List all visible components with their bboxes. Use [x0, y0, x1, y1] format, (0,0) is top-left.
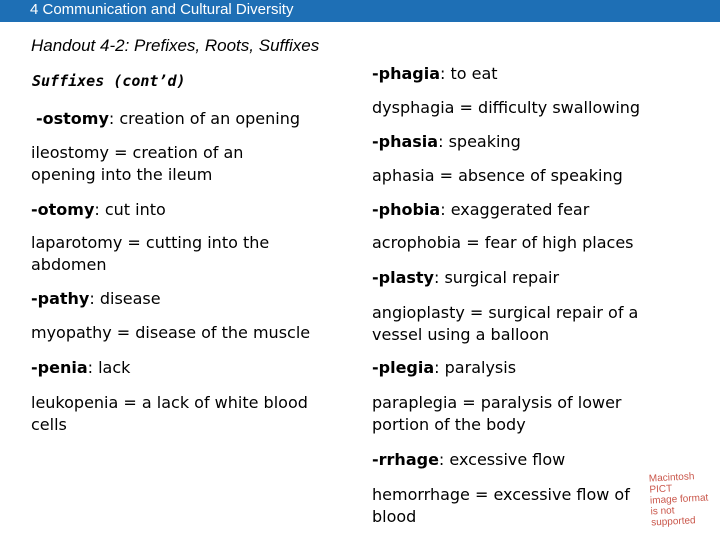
example-line: blood [372, 507, 417, 526]
example-rrhage [372, 484, 630, 528]
suffix-name: -otomy [31, 200, 95, 219]
example-line: aphasia = absence of speaking [372, 166, 623, 185]
example-line: laparotomy = cutting into the [31, 233, 270, 252]
example-pathy [31, 322, 310, 344]
example-line: acrophobia = fear of high places [372, 233, 634, 252]
suffix-meaning: : surgical repair [433, 268, 560, 287]
suffix-name: -phobia [372, 200, 441, 219]
header-title: 4 Communication and Cultural Diversity [30, 1, 294, 18]
unsupported-image-watermark [649, 470, 712, 528]
suffix-meaning: : paralysis [434, 358, 517, 377]
example-otomy [31, 232, 269, 276]
term-phobia [372, 199, 589, 221]
suffix-meaning: : lack [87, 358, 131, 377]
header-bar [0, 0, 720, 22]
watermark-line: image format [649, 492, 709, 507]
example-line: hemorrhage = excessive flow of [372, 485, 630, 504]
suffix-name: -phagia [372, 64, 441, 83]
term-plegia [372, 357, 516, 379]
watermark-line: is not supported [650, 505, 696, 529]
suffix-meaning: : cut into [94, 200, 166, 219]
example-line: angioplasty = surgical repair of a [372, 303, 639, 322]
watermark-line: Macintosh PICT [648, 471, 695, 496]
example-phasia [372, 165, 623, 187]
suffix-meaning: : excessive flow [438, 450, 566, 469]
example-penia [31, 392, 308, 436]
term-otomy [31, 199, 166, 221]
term-rrhage [372, 449, 565, 471]
suffix-name: -plegia [372, 358, 435, 377]
example-line: vessel using a balloon [372, 325, 550, 344]
suffix-name: -pathy [31, 289, 90, 308]
example-line: ileostomy = creation of an [31, 143, 244, 162]
example-plasty [372, 302, 638, 346]
example-line: leukopenia = a lack of white blood [31, 393, 308, 412]
example-line: paraplegia = paralysis of lower [372, 393, 622, 412]
term-plasty [372, 267, 559, 289]
handout-title: Handout 4-2: Prefixes, Roots, Suffixes [31, 36, 320, 55]
section-heading: Suffixes (cont’d) [32, 72, 186, 90]
term-phagia [372, 63, 498, 85]
suffix-meaning: : exaggerated fear [440, 200, 590, 219]
example-plegia [372, 392, 621, 436]
suffix-name: -ostomy [36, 109, 109, 128]
example-line: opening into the ileum [31, 165, 213, 184]
suffix-name: -plasty [372, 268, 434, 287]
suffix-name: -phasia [372, 132, 439, 151]
example-ostomy [31, 142, 243, 186]
example-line: dysphagia = difficulty swallowing [372, 98, 641, 117]
suffix-name: -penia [31, 358, 88, 377]
example-line: myopathy = disease of the muscle [31, 323, 311, 342]
term-penia [31, 357, 130, 379]
suffix-name: -rrhage [372, 450, 439, 469]
term-phasia [372, 131, 521, 153]
example-phagia [372, 97, 640, 119]
suffix-meaning: : to eat [440, 64, 498, 83]
suffix-meaning: : disease [89, 289, 161, 308]
example-phobia [372, 232, 634, 254]
example-line: portion of the body [372, 415, 526, 434]
term-pathy [31, 288, 161, 310]
example-line: cells [31, 415, 67, 434]
suffix-meaning: : creation of an opening [108, 109, 300, 128]
term-ostomy [36, 108, 300, 130]
example-line: abdomen [31, 255, 107, 274]
suffix-meaning: : speaking [438, 132, 521, 151]
